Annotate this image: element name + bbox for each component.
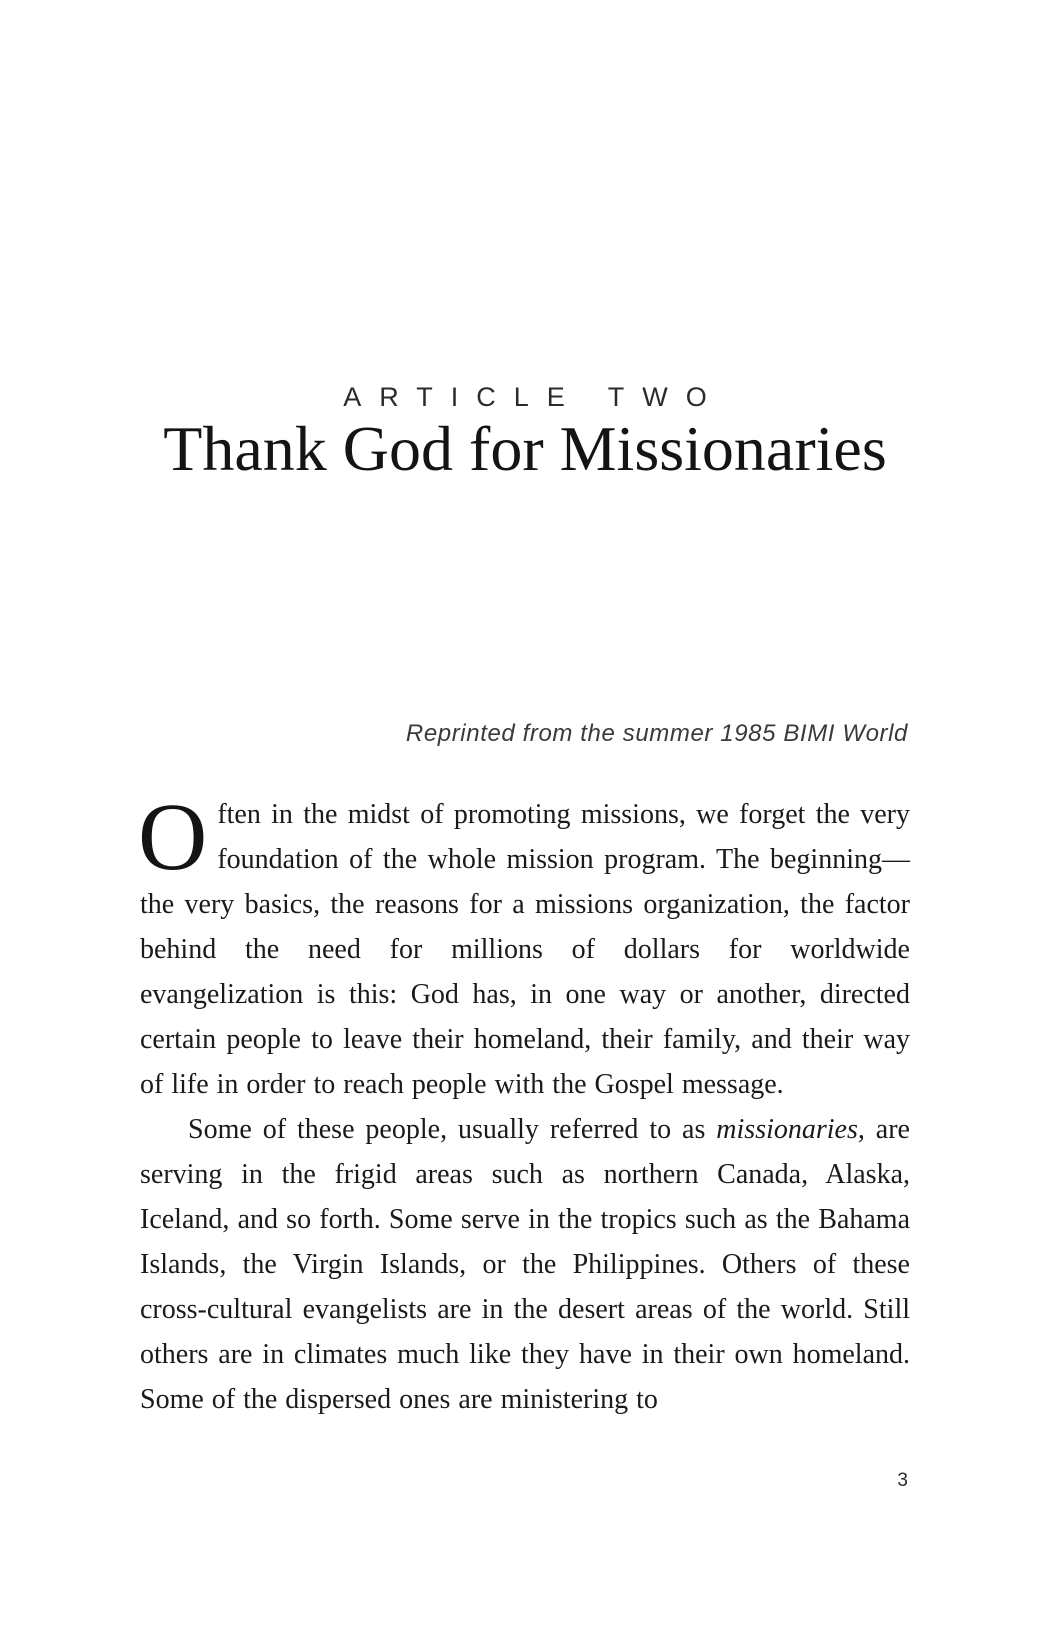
paragraph-2 — [140, 1107, 910, 1422]
paragraph-2-emphasis: missionaries, — [716, 1114, 865, 1145]
drop-cap: O — [138, 783, 208, 890]
paragraph-1 — [138, 783, 910, 1107]
paragraph-2-rest: are serving in the frigid areas such as northern Canada, Alaska, Iceland, and so forth. Some serve in the tropics such as the Bahama Islands, the Virgin Islands, or the Philippines. Others of these cross-cultural evangelists are in the desert areas of the world. Still others are in climates much like they have in their own homeland. Some of the dispersed ones are ministering to — [140, 1114, 910, 1415]
page-number: 3 — [897, 1470, 908, 1491]
reprint-note: Reprinted from the summer 1985 BIMI World — [405, 720, 908, 747]
paragraph-1-text: ften in the midst of promoting missions, we forget the very foundation of the whole mission program. The beginning—the very basics, the reasons for a missions organization, the factor behind the need for millions of dollars for worldwide evangelization is this: God has, in one way or another, directed certain people to leave their homeland, their family, and their way of life in order to reach people with the Gospel message. — [140, 799, 910, 1100]
paragraph-2-lead: Some of these people, usually referred to as — [188, 1114, 717, 1145]
chapter-title: Thank God for Missionaries — [163, 413, 887, 484]
article-body — [138, 783, 910, 1422]
article-label: ARTICLE TWO — [343, 382, 725, 412]
